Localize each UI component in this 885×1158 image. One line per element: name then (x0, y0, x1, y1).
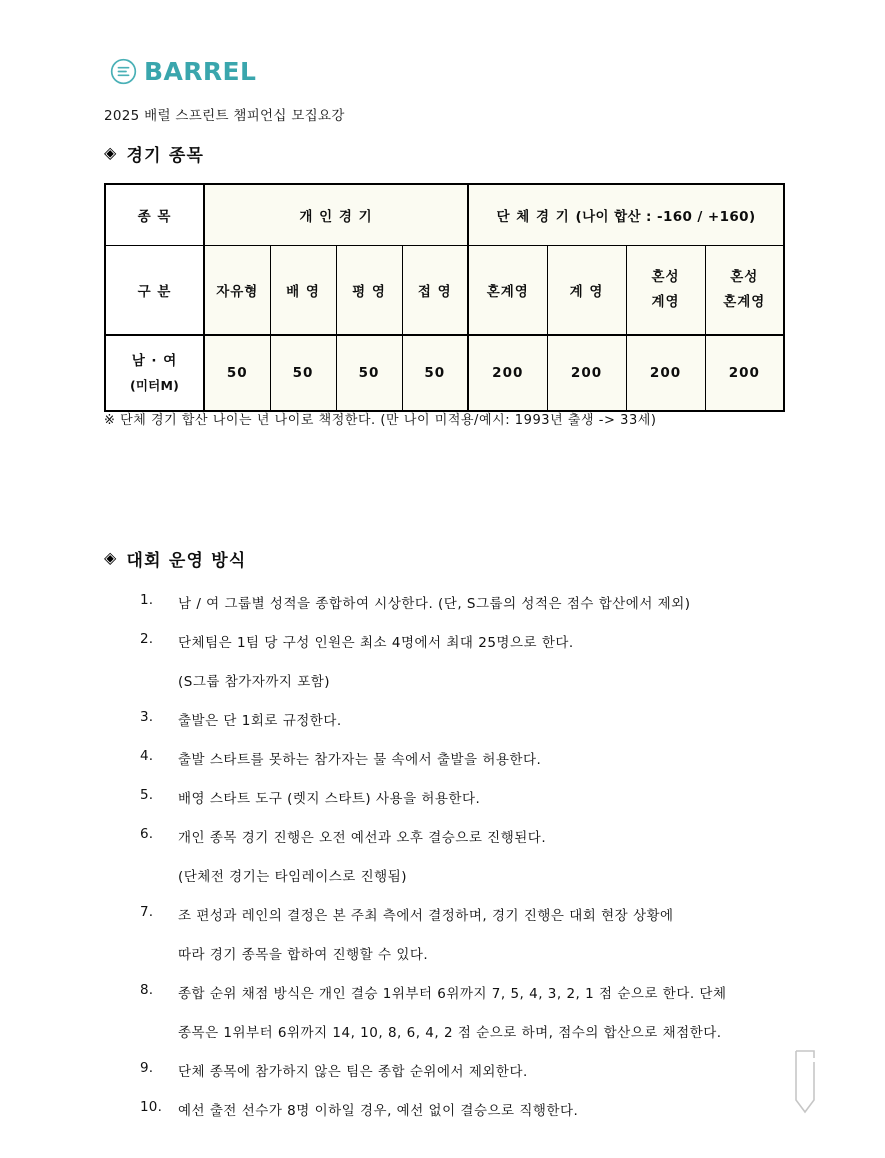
list-item-text: 예선 출전 선수가 8명 이하일 경우, 예선 없이 결승으로 직행한다. (178, 1103, 579, 1119)
list-item-number: 10. (140, 1099, 163, 1115)
list-item (140, 709, 800, 748)
list-item-continuation (140, 943, 800, 982)
list-item-continuation (140, 1021, 800, 1060)
events-table (104, 183, 785, 412)
table-group-individual: 개 인 경 기 (204, 184, 468, 246)
list-item (140, 826, 800, 865)
table-col-mixed-freestyle-relay-line1: 혼성 (651, 269, 680, 286)
list-item-text: 출발 스타트를 못하는 참가자는 물 속에서 출발을 허용한다. (178, 752, 542, 768)
brand-wordmark: BARREL (144, 57, 257, 86)
table-corner-label-event: 종 목 (105, 184, 204, 246)
events-table-container (104, 183, 784, 412)
list-item-number: 8. (140, 982, 154, 998)
list-item (140, 592, 800, 631)
list-item (140, 631, 800, 670)
barrel-circle-waves-icon (110, 58, 137, 85)
list-item-continuation (140, 670, 800, 709)
document-subtitle: 2025 배럴 스프린트 챔피언십 모집요강 (104, 108, 345, 124)
table-col-butterfly: 접 영 (402, 246, 468, 336)
list-item (140, 787, 800, 826)
list-item (140, 1099, 800, 1138)
paperclip-watermark-icon (792, 1048, 822, 1122)
events-table-note: ※ 단체 경기 합산 나이는 년 나이로 책정한다. (만 나이 미적용/예시: 1993년 출생 -> 33세) (104, 413, 657, 428)
table-cell-breaststroke-distance: 50 (336, 335, 402, 411)
list-item-continuation-text: 따라 경기 종목을 합하여 진행할 수 있다. (178, 947, 429, 963)
table-group-team-paren: (나이 합산 : -160 / +160) (575, 209, 756, 225)
section-heading-events (104, 141, 204, 166)
table-cell-mixed-freestyle-relay-distance: 200 (626, 335, 705, 411)
table-cell-freestyle-relay-distance: 200 (547, 335, 626, 411)
table-group-team (468, 184, 784, 246)
list-item-text: 단체팀은 1팀 당 구성 인원은 최소 4명에서 최대 25명으로 한다. (178, 635, 574, 651)
list-item-text: 종합 순위 채점 방식은 개인 결승 1위부터 6위까지 7, 5, 4, 3, 2, 1 점 순으로 한다. 단체 (178, 986, 727, 1002)
table-col-breaststroke: 평 영 (336, 246, 402, 336)
list-item-number: 9. (140, 1060, 154, 1076)
table-col-mixed-freestyle-relay (626, 246, 705, 336)
table-col-freestyle: 자유형 (204, 246, 270, 336)
diamond-bullet-icon: ◈ (104, 142, 118, 162)
table-col-freestyle-relay: 계 영 (547, 246, 626, 336)
table-cell-mixed-medley-relay-distance: 200 (705, 335, 784, 411)
list-item-number: 7. (140, 904, 154, 920)
table-col-medley-relay: 혼계영 (468, 246, 547, 336)
section-heading-events-label: 경기 종목 (126, 146, 205, 166)
list-item-text: 남 / 여 그룹별 성적을 종합하여 시상한다. (단, S그룹의 성적은 점수 합산에서 제외) (178, 596, 691, 612)
list-item-number: 3. (140, 709, 154, 725)
table-row-distance (105, 335, 784, 411)
table-col-backstroke: 배 영 (270, 246, 336, 336)
table-cell-backstroke-distance: 50 (270, 335, 336, 411)
list-item (140, 982, 800, 1021)
table-cell-medley-relay-distance: 200 (468, 335, 547, 411)
table-col-mixed-medley-relay-line2: 혼계영 (723, 294, 766, 310)
table-cell-butterfly-distance: 50 (402, 335, 468, 411)
list-item-continuation-text: 종목은 1위부터 6위까지 14, 10, 8, 6, 4, 2 점 순으로 하며, 점수의 합산으로 채점한다. (178, 1025, 722, 1041)
section-heading-operation (104, 546, 246, 571)
list-item-number: 2. (140, 631, 154, 647)
list-item-number: 5. (140, 787, 154, 803)
list-item-number: 6. (140, 826, 154, 842)
table-header-row-group (105, 184, 784, 246)
list-item (140, 748, 800, 787)
rules-list (140, 592, 800, 1138)
section-heading-operation-label: 대회 운영 방식 (126, 551, 247, 571)
list-item-continuation (140, 865, 800, 904)
list-item-number: 4. (140, 748, 154, 764)
list-item (140, 1060, 800, 1099)
table-col-mixed-freestyle-relay-line2: 계영 (651, 294, 680, 310)
table-col-mixed-medley-relay-line1: 혼성 (730, 269, 759, 286)
table-row-label-gender-line2: (미터M) (129, 377, 179, 393)
list-item-continuation-text: (단체전 경기는 타임레이스로 진행됨) (178, 869, 408, 885)
table-cell-freestyle-distance: 50 (204, 335, 270, 411)
list-item-text: 조 편성과 레인의 결정은 본 주최 측에서 결정하며, 경기 진행은 대회 현장 상황에 (178, 908, 674, 924)
list-item-number: 1. (140, 592, 154, 608)
table-row-label-gender (105, 335, 204, 411)
list-item-text: 배영 스타트 도구 (렛지 스타트) 사용을 허용한다. (178, 791, 481, 807)
table-row-label-gender-line1: 남 · 여 (131, 352, 178, 369)
list-item-text: 개인 종목 경기 진행은 오전 예선과 오후 결승으로 진행된다. (178, 830, 547, 846)
list-item-text: 단체 종목에 참가하지 않은 팀은 종합 순위에서 제외한다. (178, 1064, 528, 1080)
diamond-bullet-icon: ◈ (104, 547, 118, 567)
list-item-text: 출발은 단 1회로 규정한다. (178, 713, 342, 729)
list-item (140, 904, 800, 943)
table-col-mixed-medley-relay (705, 246, 784, 336)
table-corner-label-category: 구 분 (105, 246, 204, 336)
table-header-row-columns (105, 246, 784, 336)
list-item-continuation-text: (S그룹 참가자까지 포함) (178, 674, 331, 690)
brand-logo (110, 58, 256, 85)
table-group-team-main: 단 체 경 기 (496, 209, 576, 225)
